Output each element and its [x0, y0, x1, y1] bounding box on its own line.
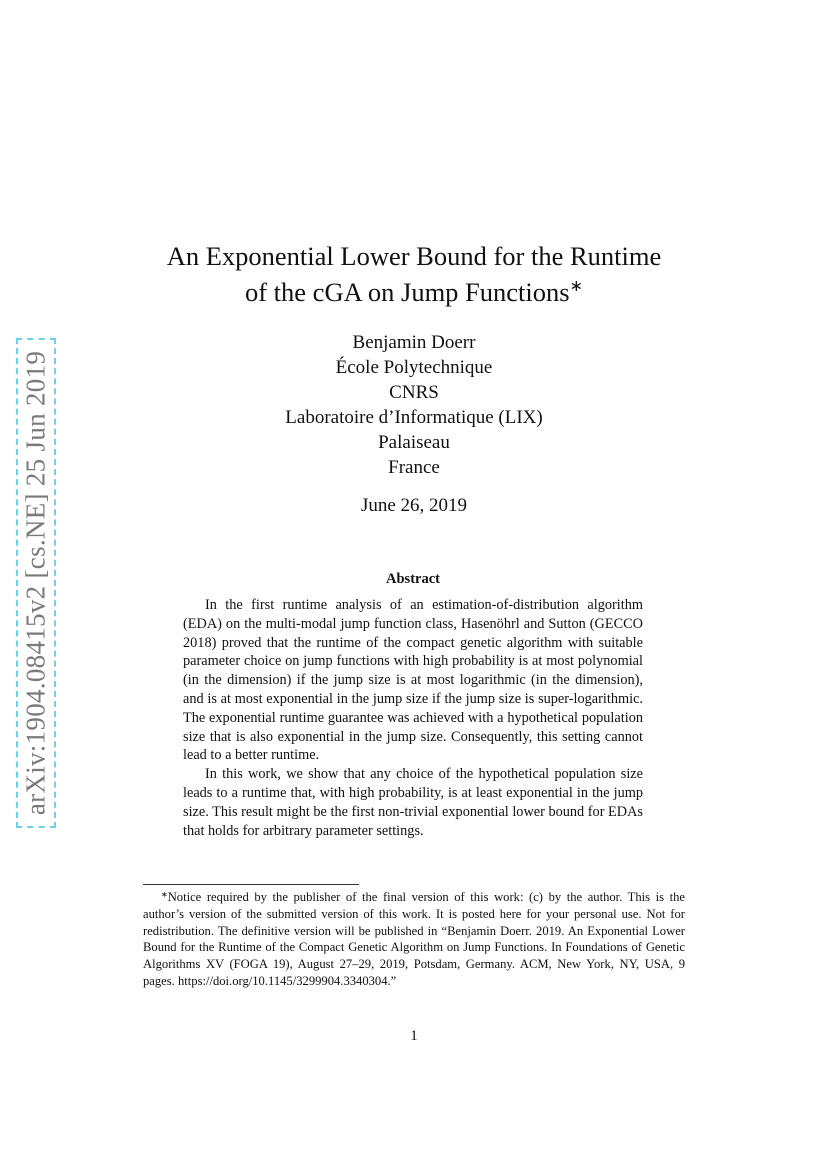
- author-block: [150, 330, 678, 480]
- arxiv-identifier-stamp[interactable]: [16, 338, 56, 828]
- paper-title: [100, 238, 728, 310]
- abstract-paragraph: In this work, we show that any choice of the hypothetical population size leads to a runtime that, with high probability, is at least exponential in the jump size. This result might be the first non-trivial exponential lower bound for EDAs that holds for arbitrary parameter settings.: [183, 766, 643, 839]
- title-line-1: An Exponential Lower Bound for the Runtime: [166, 241, 662, 271]
- abstract-paragraph: In the first runtime analysis of an estimation-of-distribution algorithm (EDA) on the multi-modal jump function class, Hasenöhrl and Sutton (GECCO 2018) proved that the runtime of the compact genetic algorithm with suitable parameter choice on jump functions with high probability is at most polynomial (in the dimension) if the jump size is at most logarithmic (in the dimension), and is at most exponential in the jump size if the jump size is super-logarithmic. The exponential runtime guarantee was achieved with a hypothetical population size that is also exponential in the jump size. Consequently, this setting cannot lead to a better runtime.: [183, 597, 643, 764]
- title-line-2: [100, 274, 728, 310]
- affiliation-line: CNRS: [389, 382, 439, 403]
- publication-date: June 26, 2019: [360, 495, 468, 516]
- affiliation-line: France: [388, 457, 440, 478]
- footnote-paragraph: [143, 889, 685, 990]
- affiliation-line: Laboratoire d’Informatique (LIX): [285, 407, 543, 428]
- title-line-2-text: of the cGA on Jump Functions: [244, 277, 570, 307]
- abstract-body: [183, 596, 643, 840]
- footnote-text: Notice required by the publisher of the final version of this work: (c) by the author. This is the author’s version of the submitted version of this work. It is posted here for your personal use. Not for redistribution. The definitive version will be published in “Benjamin Doerr. 2019. An Exponential Lower Bound for the Runtime of the Compact Genetic Algorithm on Jump Functions. In Foundations of Genetic Algorithms XV (FOGA 19), August 27–29, 2019, Potsdam, Germany. ACM, New York, NY, USA, 9 pages. https://doi.org/10.1145/3299904.3340304.”: [143, 890, 685, 988]
- footnote-rule: [143, 884, 359, 885]
- title-footnote-marker[interactable]: ∗: [569, 278, 584, 295]
- footnote-marker: ∗: [161, 890, 168, 899]
- affiliation-line: Palaiseau: [378, 432, 450, 453]
- arxiv-identifier-text: arXiv:1904.08415v2 [cs.NE] 25 Jun 2019: [20, 350, 51, 816]
- author-name: Benjamin Doerr: [352, 332, 476, 353]
- page-number: 1: [410, 1028, 418, 1044]
- abstract-heading: Abstract: [386, 571, 440, 587]
- footnote: [143, 889, 685, 990]
- affiliation-line: École Polytechnique: [335, 357, 493, 378]
